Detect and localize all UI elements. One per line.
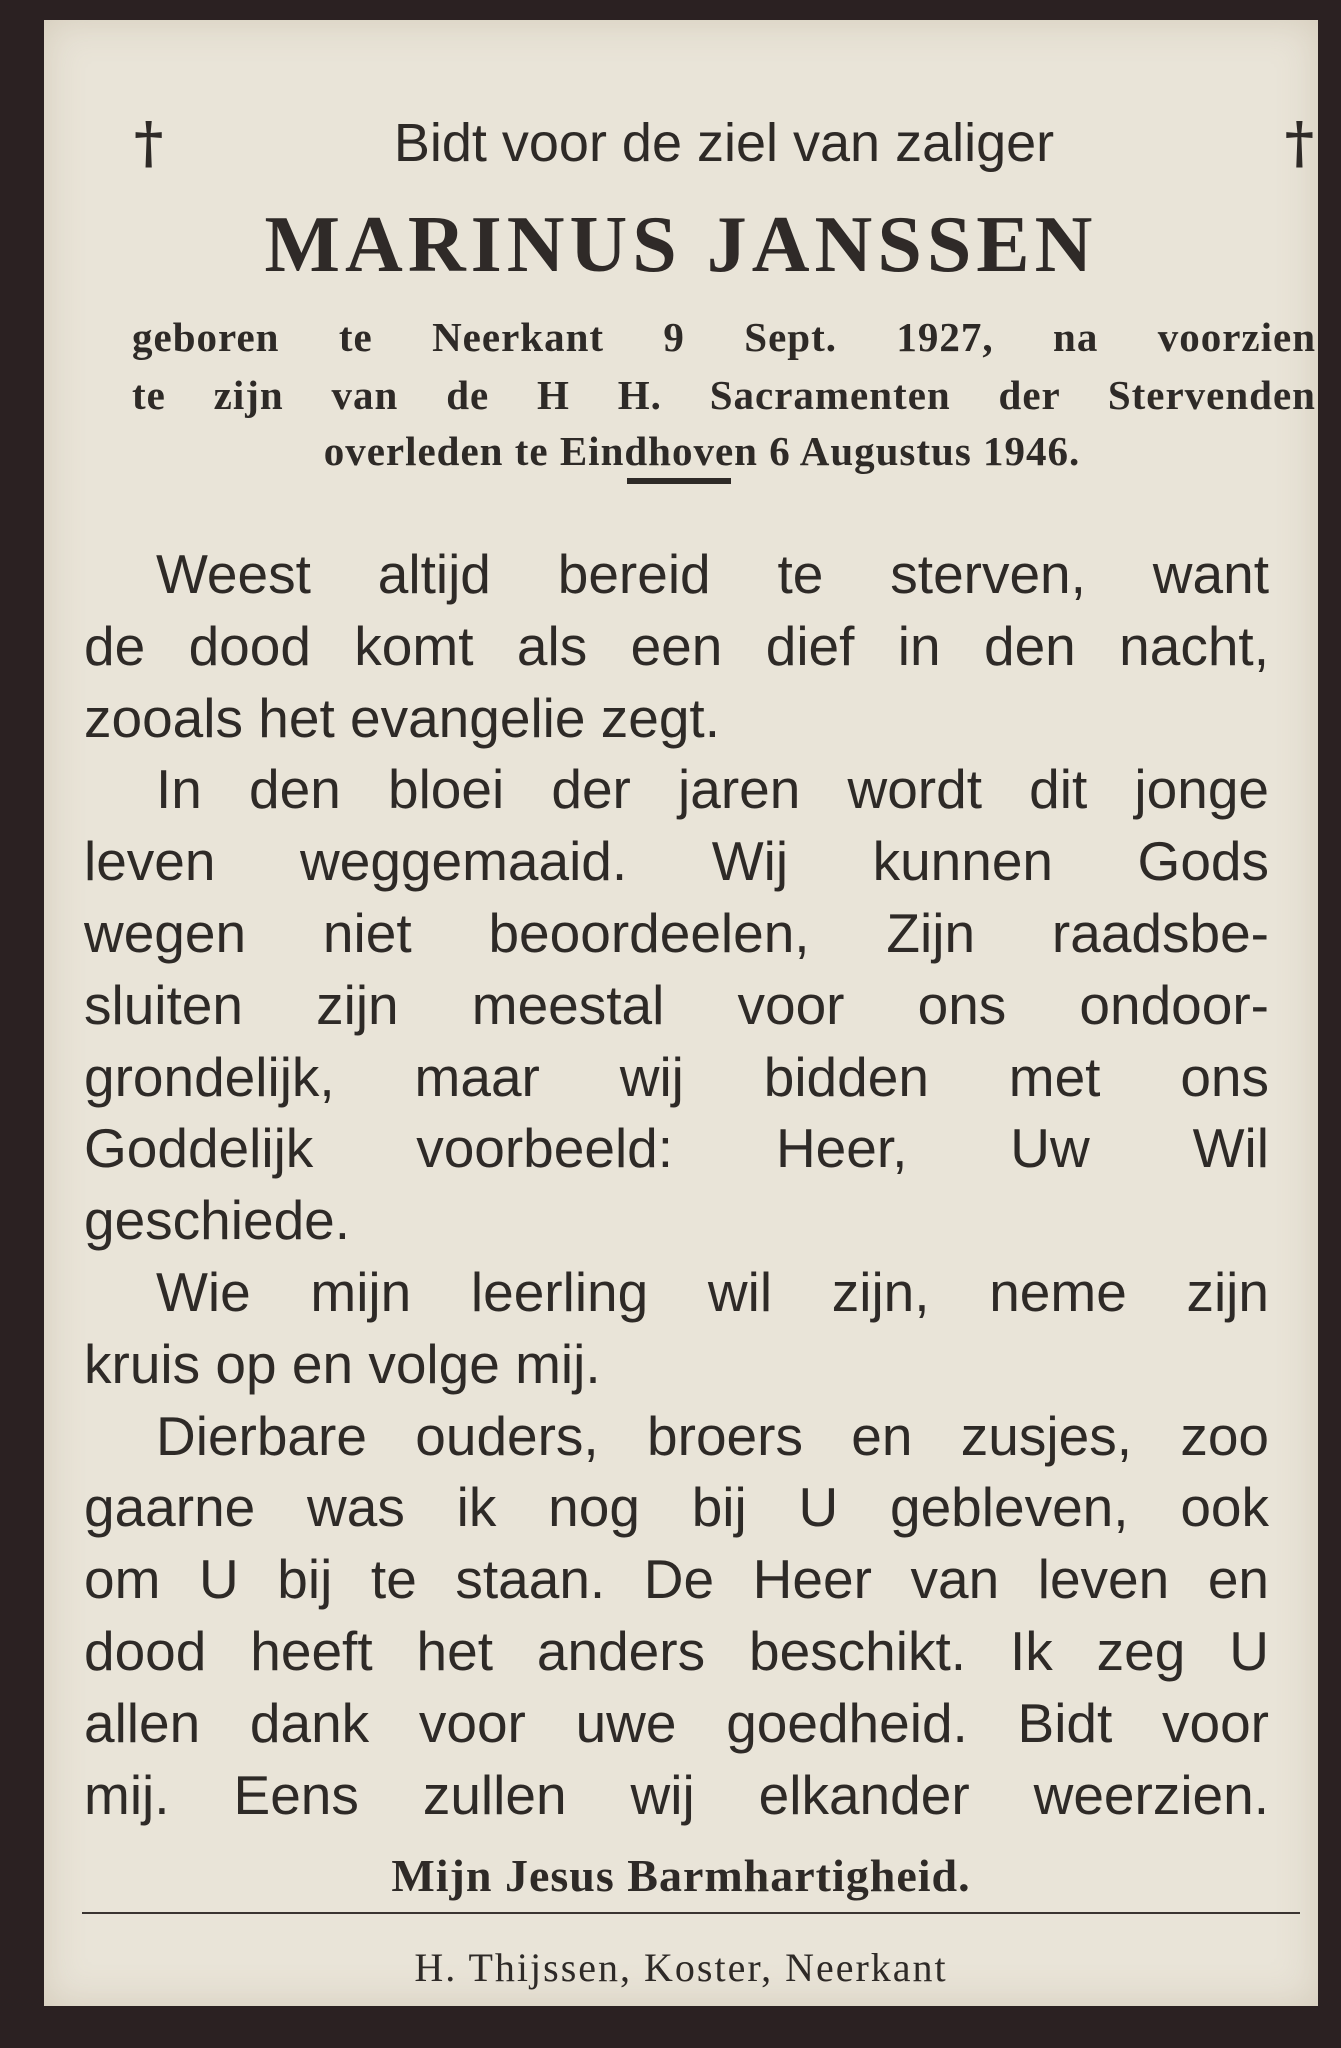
body-line: dood heeft het anders beschikt. Ik zeg U	[84, 1619, 1269, 1682]
body-line: Goddelijk voorbeeld: Heer, Uw Wil	[84, 1117, 1269, 1180]
body-line: kruis op en volge mij.	[84, 1332, 601, 1395]
memorial-card	[44, 20, 1318, 2006]
body-line: allen dank voor uwe goedheid. Bidt voor	[84, 1691, 1269, 1754]
body-line: Weest altijd bereid te sterven, want	[156, 543, 1269, 605]
body-line: sluiten zijn meestal voor ons ondoor-	[84, 973, 1269, 1036]
deceased-name: MARINUS JANSSEN	[264, 201, 1098, 289]
printer-credit: H. Thijssen, Koster, Neerkant	[414, 1945, 948, 1990]
body-line: Dierbare ouders, broers en zusjes, zoo	[156, 1404, 1269, 1467]
death-details: overleden te Eindhoven 6 Augustus 1946.	[323, 428, 1081, 474]
birth-details: geboren te Neerkant 9 Sept. 1927, na voorzien	[132, 314, 1316, 360]
body-line: leven weggemaaid. Wij kunnen Gods	[84, 830, 1269, 893]
body-line: om U bij te staan. De Heer van leven en	[84, 1548, 1269, 1611]
latin-cross-icon: †	[134, 110, 164, 176]
closing-prayer: Mijn Jesus Barmhartigheid.	[391, 1850, 971, 1901]
divider-rule	[82, 1912, 1300, 1914]
body-line: wegen niet beoordeelen, Zijn raadsbe-	[84, 901, 1269, 964]
body-line: zooals het evangelie zegt.	[84, 686, 720, 749]
body-line: mij. Eens zullen wij elkander weerzien.	[84, 1763, 1269, 1826]
body-line: gaarne was ik nog bij U gebleven, ook	[84, 1476, 1269, 1539]
body-line: grondelijk, maar wij bidden met ons	[84, 1045, 1269, 1108]
body-line: geschiede.	[84, 1189, 351, 1252]
header-text: Bidt voor de ziel van zaliger	[393, 113, 1055, 173]
body-line: In den bloei der jaren wordt dit jonge	[156, 758, 1269, 821]
divider	[627, 478, 731, 484]
sacrament-details: te zijn van de H H. Sacramenten der Stervenden	[132, 372, 1316, 418]
latin-cross-icon: †	[1284, 110, 1314, 176]
header-line	[134, 108, 1314, 178]
body-text	[84, 539, 1314, 1831]
body-line: Wie mijn leerling wil zijn, neme zijn	[156, 1260, 1269, 1323]
body-line: de dood komt als een dief in den nacht,	[84, 614, 1269, 677]
